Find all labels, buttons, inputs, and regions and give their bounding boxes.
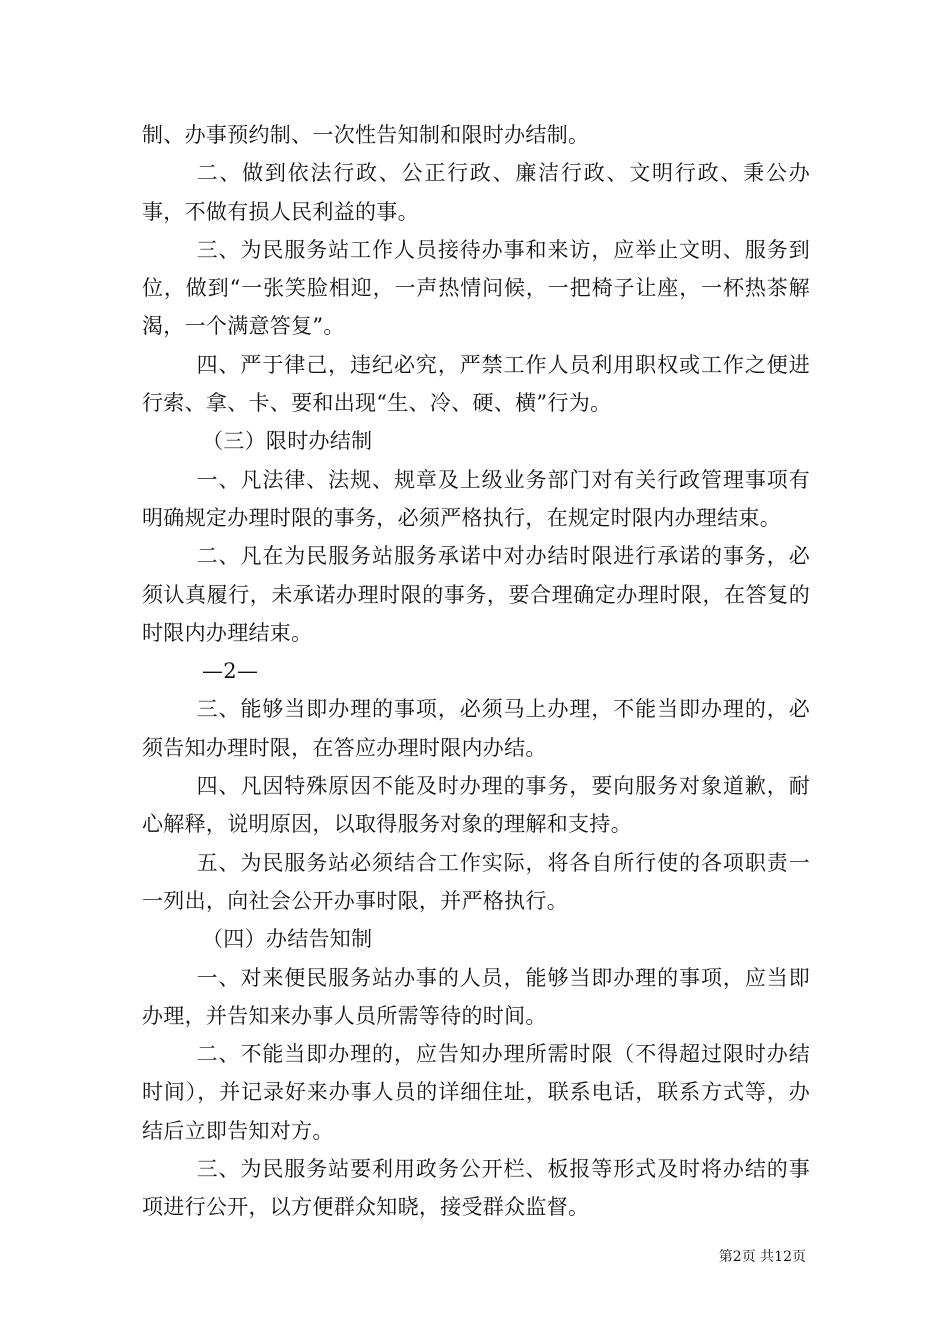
paragraph: 五、为民服务站必须结合工作实际，将各自所行使的各项职责一一列出，向社会公开办事时限，并严格执行。 xyxy=(142,850,810,913)
paragraph: 二、做到依法行政、公正行政、廉洁行政、文明行政、秉公办事，不做有损人民利益的事。 xyxy=(142,161,810,224)
paragraph: 四、严于律己，违纪必究，严禁工作人员利用职权或工作之便进行索、拿、卡、要和出现“生、冷、硬、横”行为。 xyxy=(142,352,810,416)
footer-suffix: 页 xyxy=(792,1249,806,1265)
paragraph: 二、不能当即办理的，应告知办理所需时限（不得超过限时办结时间），并记录好来办事人员的详细住址，联系电话，联系方式等，办结后立即告知对方。 xyxy=(142,1042,810,1143)
paragraph: 一、凡法律、法规、规章及上级业务部门对有关行政管理事项有明确规定办理时限的事务，必须严格执行，在规定时限内办理结束。 xyxy=(142,467,810,530)
inline-page-number: —2— xyxy=(202,659,259,684)
document-body xyxy=(142,116,810,1227)
paragraph: 三、能够当即办理的事项，必须马上办理，不能当即办理的，必须告知办理时限，在答应办理时限内办结。 xyxy=(142,697,810,760)
footer-total-pages: 12 xyxy=(774,1249,792,1265)
paragraph-continuation: 制、办事预约制、一次性告知制和限时办结制。 xyxy=(142,123,590,147)
footer-middle: 页 共 xyxy=(741,1249,775,1265)
section-heading: （四）办结告知制 xyxy=(202,927,373,952)
paragraph: 三、为民服务站要利用政务公开栏、板报等形式及时将办结的事项进行公开，以方便群众知晓，接受群众监督。 xyxy=(142,1157,810,1220)
paragraph: 二、凡在为民服务站服务承诺中对办结时限进行承诺的事务，必须认真履行，未承诺办理时限的事务，要合理确定办理时限，在答复的时限内办理结束。 xyxy=(142,544,810,645)
paragraph: 一、对来便民服务站办事的人员，能够当即办理的事项，应当即办理，并告知来办事人员所需等待的时间。 xyxy=(142,965,810,1028)
footer-current-page: 2 xyxy=(732,1249,742,1265)
footer-prefix: 第 xyxy=(718,1249,733,1265)
paragraph: 四、凡因特殊原因不能及时办理的事务，要向服务对象道歉，耐心解释，说明原因，以取得服务对象的理解和支持。 xyxy=(142,774,810,837)
page-footer xyxy=(719,1248,806,1266)
section-heading: （三）限时办结制 xyxy=(202,429,373,454)
paragraph: 三、为民服务站工作人员接待办事和来访，应举止文明、服务到位，做到“一张笑脸相迎，一声热情问候，一把椅子让座，一杯热茶解渴，一个满意答复”。 xyxy=(142,237,810,339)
